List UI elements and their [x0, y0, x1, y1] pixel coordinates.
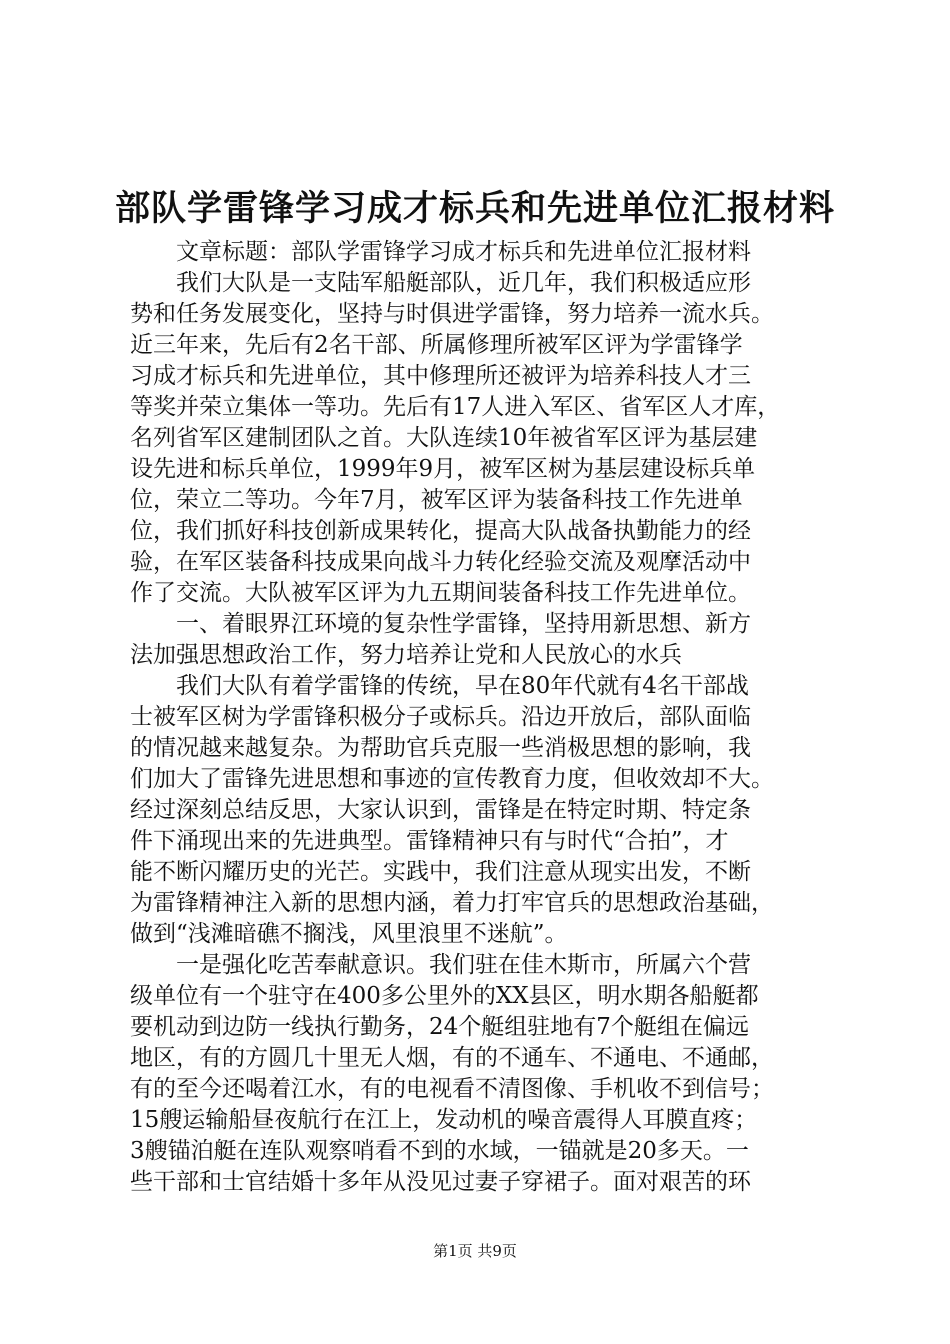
body-text-line: 做到“浅滩暗礁不搁浅，风里浪里不迷航”。 — [130, 921, 568, 947]
body-text-line: 的情况越来越复杂。为帮助官兵克服一些消极思想的影响，我 — [130, 735, 751, 761]
body-text-line: 文章标题：部队学雷锋学习成才标兵和先进单位汇报材料 — [130, 239, 751, 265]
page-footer: 第1页 共9页 — [433, 1242, 517, 1260]
body-text-line: 法加强思想政治工作，努力培养让党和人民放心的水兵 — [130, 642, 682, 668]
body-text-line: 些干部和士官结婚十多年从没见过妻子穿裙子。面对艰苦的环 — [130, 1169, 751, 1195]
body-text-line: 习成才标兵和先进单位，其中修理所还被评为培养科技人才三 — [130, 363, 751, 389]
body-text-line: 士被军区树为学雷锋积极分子或标兵。沿边开放后，部队面临 — [130, 704, 751, 730]
body-text-line: 能不断闪耀历史的光芒。实践中，我们注意从现实出发，不断 — [130, 859, 751, 885]
body-text-line: 3艘锚泊艇在连队观察哨看不到的水域，一锚就是20多天。一 — [130, 1138, 749, 1164]
body-text-line: 名列省军区建制团队之首。大队连续10年被省军区评为基层建 — [130, 425, 758, 451]
body-text-line: 等奖并荣立集体一等功。先后有17人进入军区、省军区人才库， — [130, 394, 781, 420]
body-text-line: 地区，有的方圆几十里无人烟，有的不通车、不通电、不通邮， — [130, 1045, 774, 1071]
body-text-line: 设先进和标兵单位，1999年9月，被军区树为基层建设标兵单 — [130, 456, 756, 482]
body-text-line: 势和任务发展变化，坚持与时俱进学雷锋，努力培养一流水兵。 — [130, 301, 774, 327]
body-text-line: 近三年来，先后有2名干部、所属修理所被军区评为学雷锋学 — [130, 332, 743, 358]
body-text-line: 为雷锋精神注入新的思想内涵，着力打牢官兵的思想政治基础， — [130, 890, 774, 916]
body-text-line: 位，我们抓好科技创新成果转化，提高大队战备执勤能力的经 — [130, 518, 751, 544]
body-text-line: 15艘运输船昼夜航行在江上，发动机的噪音震得人耳膜直疼； — [130, 1107, 758, 1133]
body-text-line: 们加大了雷锋先进思想和事迹的宣传教育力度，但收效却不大。 — [130, 766, 774, 792]
body-text-line: 件下涌现出来的先进典型。雷锋精神只有与时代“合拍”，才 — [130, 828, 729, 854]
body-text-line: 一是强化吃苦奉献意识。我们驻在佳木斯市，所属六个营 — [130, 952, 751, 978]
body-text-line: 位，荣立二等功。今年7月，被军区评为装备科技工作先进单 — [130, 487, 743, 513]
body-text-line: 经过深刻总结反思，大家认识到，雷锋是在特定时期、特定条 — [130, 797, 751, 823]
body-text-line: 级单位有一个驻守在400多公里外的XX县区，明水期各船艇都 — [130, 983, 759, 1009]
body-text-line: 要机动到边防一线执行勤务，24个艇组驻地有7个艇组在偏远 — [130, 1014, 749, 1040]
document-body — [130, 237, 848, 1198]
body-text-line: 一、着眼界江环境的复杂性学雷锋，坚持用新思想、新方 — [130, 611, 751, 637]
body-text-line: 有的至今还喝着江水，有的电视看不清图像、手机收不到信号； — [130, 1076, 774, 1102]
body-text-line: 作了交流。大队被军区评为九五期间装备科技工作先进单位。 — [130, 580, 751, 606]
body-text-line: 验，在军区装备科技成果向战斗力转化经验交流及观摩活动中 — [130, 549, 751, 575]
body-text-line: 我们大队有着学雷锋的传统，早在80年代就有4名干部战 — [130, 673, 749, 699]
body-text-line: 我们大队是一支陆军船艇部队，近几年，我们积极适应形 — [130, 270, 751, 296]
document-title: 部队学雷锋学习成才标兵和先进单位汇报材料 — [114, 188, 835, 229]
